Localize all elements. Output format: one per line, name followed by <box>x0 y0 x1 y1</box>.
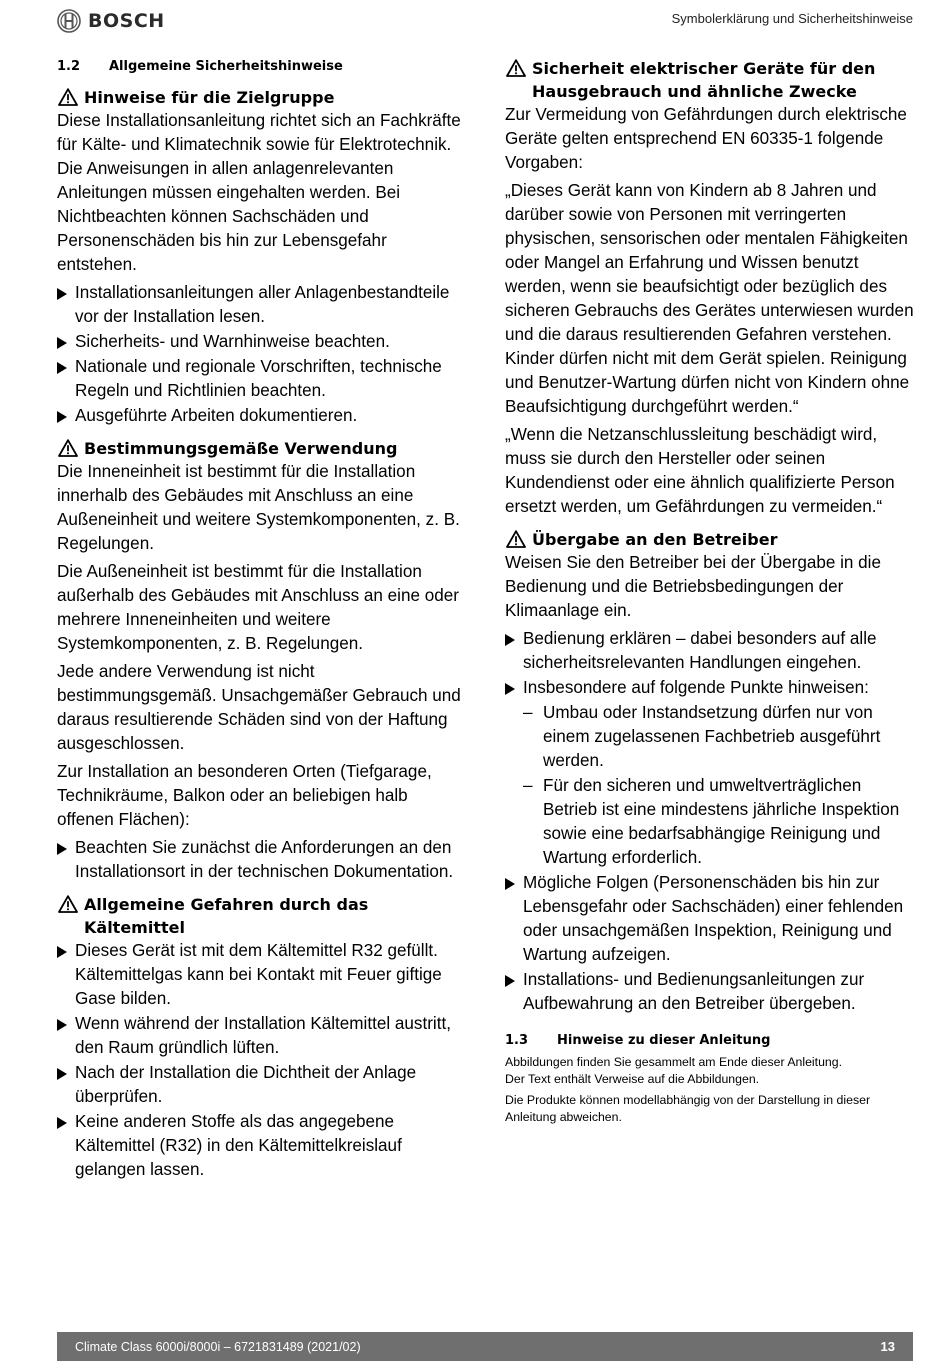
warning-title: Hinweise für die Zielgruppe <box>84 88 335 107</box>
warning-title: Übergabe an den Betreiber <box>532 530 778 549</box>
footer-doc-id: Climate Class 6000i/8000i – 6721831489 (2021/02) <box>75 1339 361 1354</box>
bullet-item: Sicherheits- und Warnhinweise beachten. <box>57 330 469 354</box>
bullet-item: Bedienung erklären – dabei besonders auf alle sicherheitsrelevanten Handlungen eingehen. <box>505 627 917 675</box>
bullet-arrow-icon <box>57 330 75 354</box>
warning-heading-verwendung <box>57 437 469 460</box>
bullet-arrow-icon <box>57 404 75 428</box>
dash-marker: – <box>523 703 533 722</box>
small-paragraph: Die Produkte können modellabhängig von der Darstellung in dieser Anleitung abweichen. <box>505 1093 871 1124</box>
section-heading-1-2 <box>57 59 469 74</box>
dash-marker: – <box>523 776 533 795</box>
right-column <box>505 57 917 1130</box>
bullet-arrow-icon <box>505 627 523 675</box>
bullet-arrow-icon <box>505 968 523 1016</box>
bullet-arrow-icon <box>57 281 75 329</box>
bullet-item: Nationale und regionale Vorschriften, technische Regeln und Richtlinien beachten. <box>57 355 469 403</box>
small-line: Der Text enthält Verweise auf die Abbildungen. <box>505 1072 760 1086</box>
paragraph: Zur Installation an besonderen Orten (Tiefgarage, Technikräume, Balkon oder an beliebigen halb offenen Flächen): <box>57 762 432 829</box>
bullet-arrow-icon <box>57 1012 75 1060</box>
bullet-item: Installations- und Bedienungsanleitungen zur Aufbewahrung an den Betreiber übergeben. <box>505 968 917 1016</box>
warning-title: Allgemeine Gefahren durch das Kältemittel <box>84 895 369 937</box>
bullet-item: Nach der Installation die Dichtheit der Anlage überprüfen. <box>57 1061 469 1109</box>
warning-heading-kaeltemittel <box>57 893 469 939</box>
paragraph: Die Außeneinheit ist bestimmt für die Installation außerhalb des Gebäudes mit Anschluss an eine oder mehrere Inneneinheiten und weitere Systemkomponenten, z. B. Regelungen. <box>57 562 459 653</box>
bullet-item: Installationsanleitungen aller Anlagenbestandteile vor der Installation lesen. <box>57 281 469 329</box>
warning-triangle-icon <box>506 59 526 77</box>
brand-logo <box>57 8 165 34</box>
warning-heading-zielgruppe <box>57 86 469 109</box>
running-header: Symbolerklärung und Sicherheitshinweise <box>671 11 913 26</box>
section-number: 1.2 <box>57 59 81 74</box>
warning-heading-elektrisch <box>505 57 917 103</box>
paragraph: Jede andere Verwendung ist nicht bestimmungsgemäß. Unsachgemäßer Gebrauch und daraus resultierende Schäden sind von der Haftung ausgeschlossen. <box>57 662 461 753</box>
bullet-arrow-icon <box>505 871 523 967</box>
warning-triangle-icon <box>58 439 78 457</box>
section-heading-1-3 <box>505 1033 917 1048</box>
warning-heading-uebergabe <box>505 528 917 551</box>
bullet-item: Keine anderen Stoffe als das angegebene Kältemittel (R32) in den Kältemittelkreislauf gelangen lassen. <box>57 1110 469 1182</box>
paragraph: Diese Installationsanleitung richtet sich an Fachkräfte für Kälte- und Klimatechnik sowie für Elektrotechnik. Die Anweisungen in allen anlagenrelevanten Anleitungen müssen eingehalten werden. Bei Nichtbeachten können Sachschäden und Personenschäden bis hin zur Lebensgefahr entstehen. <box>57 111 461 274</box>
section-number: 1.3 <box>505 1033 529 1048</box>
small-paragraph <box>505 1054 917 1088</box>
warning-title: Sicherheit elektrischer Geräte für den Hausgebrauch und ähnliche Zwecke <box>532 59 876 101</box>
warning-triangle-icon <box>58 895 78 913</box>
section-title: Hinweise zu dieser Anleitung <box>557 1033 771 1048</box>
bosch-armature-icon <box>57 9 81 33</box>
warning-title: Bestimmungsgemäße Verwendung <box>84 439 398 458</box>
small-line: Abbildungen finden Sie gesammelt am Ende dieser Anleitung. <box>505 1055 843 1069</box>
left-column <box>57 57 469 1183</box>
section-title: Allgemeine Sicherheitshinweise <box>109 59 343 74</box>
paragraph: Die Inneneinheit ist bestimmt für die Installation innerhalb des Gebäudes mit Anschluss an eine Außeneinheit und weitere Systemkomponenten, z. B. Regelungen. <box>57 462 460 553</box>
bullet-arrow-icon <box>57 1110 75 1182</box>
bullet-arrow-icon <box>57 939 75 1011</box>
paragraph: „Dieses Gerät kann von Kindern ab 8 Jahren und darüber sowie von Personen mit verringerten physischen, sensorischen oder mentalen Fähigkeiten oder Mangel an Erfahrung und Wissen benutzt werden, wenn sie beaufsichtigt oder bezüglich des sicheren Gebrauchs des Gerätes unterwiesen wurden und die daraus resultierenden Gefahren verstehen. Kinder dürfen nicht mit dem Gerät spielen. Reinigung und Benutzer-Wartung dürfen nicht von Kindern ohne Beaufsichtigung durchgeführt werden.“ <box>505 181 914 416</box>
bullet-item: Wenn während der Installation Kältemittel austritt, den Raum gründlich lüften. <box>57 1012 469 1060</box>
bullet-item: Mögliche Folgen (Personenschäden bis hin zur Lebensgefahr oder Sachschäden) einer fehlenden oder unsachgemäßen Inspektion, Reinigung und Wartung aufzeigen. <box>505 871 917 967</box>
brand-name: BOSCH <box>88 10 165 32</box>
page-number: 13 <box>880 1339 895 1354</box>
bullet-item: Ausgeführte Arbeiten dokumentieren. <box>57 404 469 428</box>
warning-triangle-icon <box>506 530 526 548</box>
paragraph: „Wenn die Netzanschlussleitung beschädigt wird, muss sie durch den Hersteller oder seinen Kundendienst oder eine ähnlich qualifizierte Person ersetzt werden, um Gefährdungen zu vermeiden.“ <box>505 425 895 516</box>
bullet-arrow-icon <box>57 355 75 403</box>
bullet-arrow-icon <box>57 1061 75 1109</box>
bullet-item: Insbesondere auf folgende Punkte hinweisen: <box>505 676 917 700</box>
bullet-arrow-icon <box>57 836 75 884</box>
footer-bar <box>57 1332 913 1361</box>
bullet-arrow-icon <box>505 676 523 700</box>
bullet-item: Dieses Gerät ist mit dem Kältemittel R32 gefüllt. Kältemittelgas kann bei Kontakt mit Feuer giftige Gase bilden. <box>57 939 469 1011</box>
warning-triangle-icon <box>58 88 78 106</box>
sub-item: – Umbau oder Instandsetzung dürfen nur von einem zugelassenen Fachbetrieb ausgeführt werden. <box>505 701 917 773</box>
bullet-item: Beachten Sie zunächst die Anforderungen an den Installationsort in der technischen Dokumentation. <box>57 836 469 884</box>
sub-item: – Für den sicheren und umweltverträglichen Betrieb ist eine mindestens jährliche Inspektion sowie eine bedarfsabhängige Reinigung und Wartung erforderlich. <box>505 774 917 870</box>
paragraph: Weisen Sie den Betreiber bei der Übergabe in die Bedienung und die Betriebsbedingungen der Klimaanlage ein. <box>505 553 881 620</box>
paragraph: Zur Vermeidung von Gefährdungen durch elektrische Geräte gelten entsprechend EN 60335-1 folgende Vorgaben: <box>505 105 907 172</box>
